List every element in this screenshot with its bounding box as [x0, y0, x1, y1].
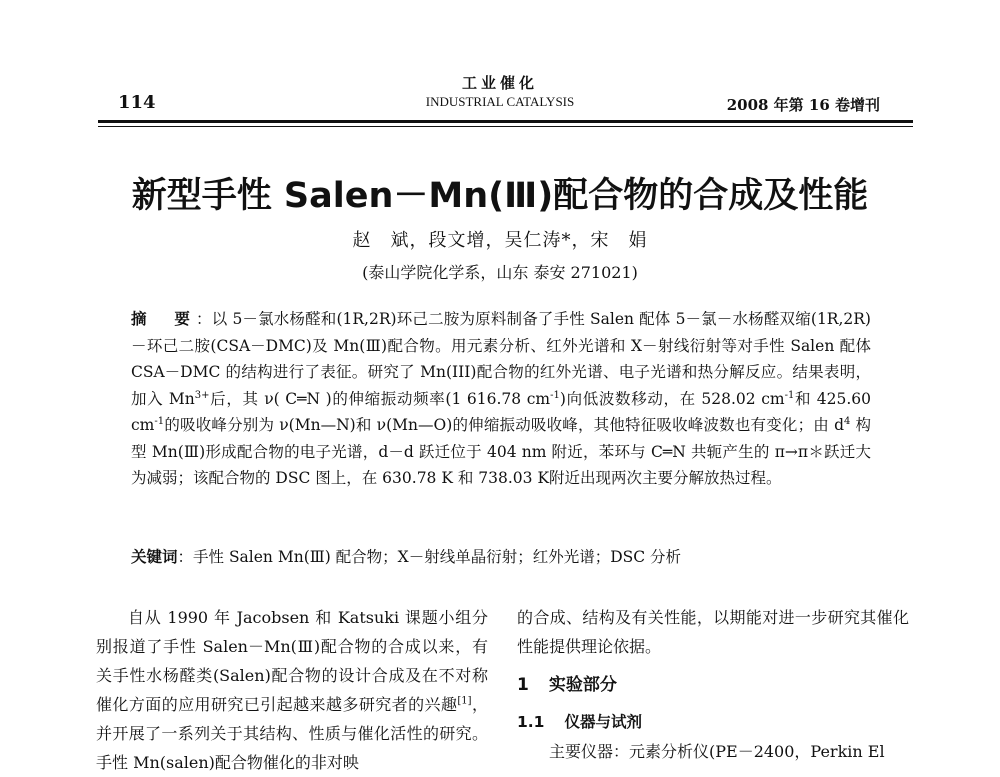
journal-title-english: INDUSTRIAL CATALYSIS: [425, 94, 575, 109]
affiliation: (泰山学院化学系，山东 泰安 271021): [362, 263, 638, 282]
authors: 赵 斌，段文增，吴仁涛*，宋 娟: [352, 230, 648, 251]
body-left-column: [96, 603, 488, 777]
abstract-text: 和 425.60 cm: [131, 389, 872, 434]
paper-title: 新型手性 Salen－Mn(Ⅲ)配合物的合成及性能: [131, 176, 869, 216]
citation: [1]: [457, 695, 472, 707]
issue-info: 2008 年第 16 卷增刊: [726, 96, 880, 114]
abstract-text: )向低波数移动，在 528.02 cm: [559, 389, 785, 408]
subsection-number: 1.1: [517, 713, 545, 731]
header-rule-thin: [98, 126, 913, 127]
subsection-heading: [517, 708, 909, 737]
superscript: 4: [844, 415, 851, 427]
body-right-column: [517, 603, 909, 766]
abstract-text: ：以 5－氯水杨醛和(1R,2R)环己二胺为原料制备了手性 Salen 配体 5－氯－水杨醛双缩(1R,2R)－环己二胺(CSA－DMC)及 Mn(Ⅲ)配合物。用元素分析、红外光谱和 X－射线衍射等对手性 Salen 配体 CSA－DMC 的结构进行了表征。研究了 Mn(III)配合物的红外光谱、电子光谱和热分解反应。结果表明，加入 Mn: [131, 310, 871, 408]
journal-title-chinese: 工业催化: [461, 74, 538, 92]
abstract-text: 构型 Mn(Ⅲ)形成配合物的电子光谱，d－d 跃迁位于 404 nm 附近，苯环与 C═N 共轭产生的 π→π＊跃迁大为减弱；该配合物的 DSC 图上，在 630.78 K 和 738.03 K附近出现两次主要分解放热过程。: [131, 416, 871, 487]
body-paragraph: [96, 603, 488, 777]
abstract-label: 摘 要: [131, 309, 197, 328]
superscript: -1: [154, 415, 165, 427]
abstract: [131, 306, 871, 492]
abstract-text: 后，其 ν( C═N )的伸缩振动频率(1 616.78 cm: [209, 389, 551, 408]
keywords: [131, 545, 871, 567]
section-number: 1: [517, 675, 529, 695]
keywords-text: ：手性 Salen Mn(Ⅲ) 配合物；X－射线单晶衍射；红外光谱；DSC 分析: [177, 548, 682, 566]
superscript: -1: [784, 389, 795, 401]
header-rule-thick: [98, 120, 913, 123]
abstract-text: 的吸收峰分别为 ν(Mn—N)和 ν(Mn—O)的伸缩振动吸收峰，其他特征吸收峰波数也有变化；由 d: [164, 416, 844, 434]
section-title: 实验部分: [548, 675, 617, 695]
superscript: -1: [550, 389, 560, 401]
body-paragraph: 主要仪器：元素分析仪(PE－2400，Perkin El: [549, 742, 885, 761]
body-paragraph: 的合成、结构及有关性能，以期能对进一步研究其催化性能提供理论依据。: [517, 608, 909, 656]
subsection-title: 仪器与试剂: [564, 713, 642, 731]
body-text: 自从 1990 年 Jacobsen 和 Katsuki 课题小组分别报道了手性 Salen－Mn(Ⅲ)配合物的合成以来，有关手性水杨醛类(Salen)配合物的设计合成及在不对称催化方面的应用研究已引起越来越多研究者的兴趣: [96, 608, 488, 714]
body-text: ，并开展了一系列关于其结构、性质与催化活性的研究。手性 Mn(salen)配合物催化的非对映: [96, 695, 488, 772]
section-heading: [517, 671, 909, 700]
page-number: 114: [118, 92, 156, 113]
superscript: 3+: [194, 389, 210, 401]
keywords-label: 关键词: [131, 547, 178, 566]
